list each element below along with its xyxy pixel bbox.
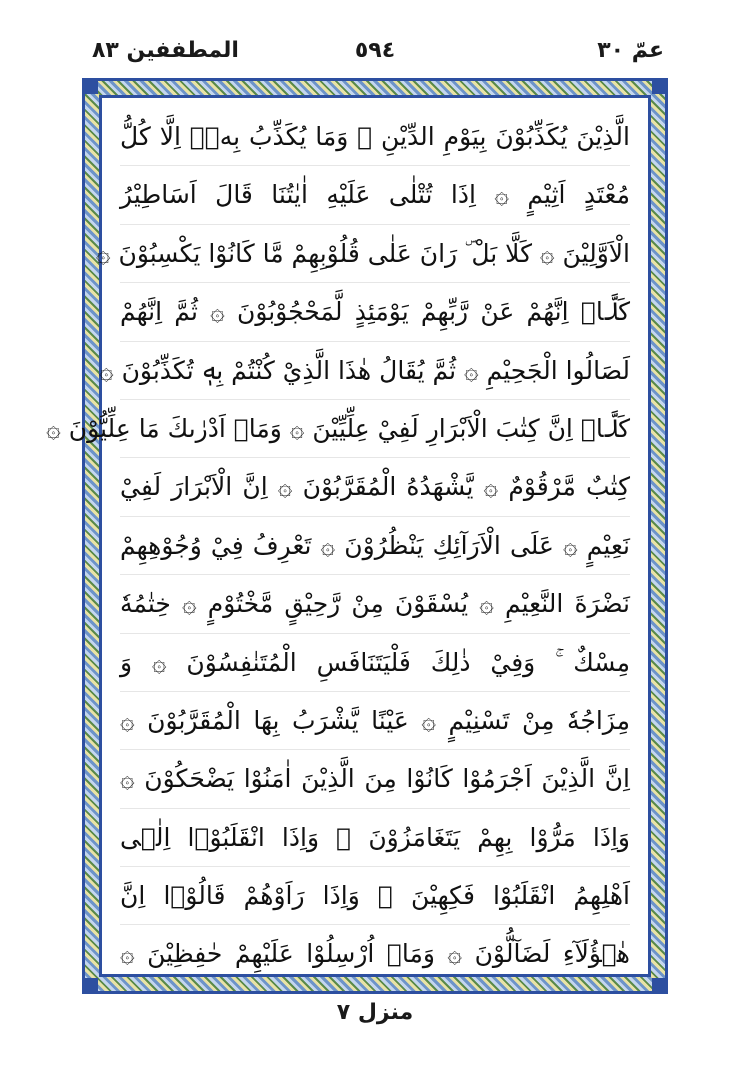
text-panel (46, 95, 651, 977)
text-line: نَضْرَةَ النَّعِيْمِ ۞ يُسْقَوْنَ مِنْ رَّحِيْقٍ مَّخْتُوْمٍ ۞ خِتٰمُهٗ (120, 575, 630, 633)
text-line: وَاِذَا مَرُّوْا بِهِمْ يَتَغَامَزُوْنَ ۞ وَاِذَا انْقَلَبُوْۤا اِلٰۤى (120, 809, 630, 867)
manzil-footer: منزل ۷ (336, 1000, 414, 1025)
text-line: كِتٰبٌ مَّرْقُوْمٌ ۞ يَّشْهَدُهُ الْمُقَرَّبُوْنَ ۞ اِنَّ الْاَبْرَارَ لَفِيْ (120, 458, 630, 516)
text-line: مِزَاجُهٗ مِنْ تَسْنِيْمٍ ۞ عَيْنًا يَّشْرَبُ بِهَا الْمُقَرَّبُوْنَ ۞ (120, 692, 630, 750)
juz-name: عمّ ٣٠ (597, 38, 664, 63)
text-line: الْاَوَّلِيْنَ ۞ كَلَّا بَلْ ۜ رَانَ عَلٰى قُلُوْبِهِمْ مَّا كَانُوْا يَكْسِبُوْنَ ۞ (120, 225, 630, 283)
ornamental-border (46, 78, 668, 994)
page-number: ٥٩٤ (354, 38, 396, 63)
text-line: نَعِيْمٍ ۞ عَلَى الْاَرَآئِكِ يَنْظُرُوْنَ ۞ تَعْرِفُ فِيْ وُجُوْهِهِمْ (120, 517, 630, 575)
text-line: مُعْتَدٍ اَثِيْمٍ ۞ اِذَا تُتْلٰى عَلَيْهِ اٰيٰتُنَا قَالَ اَسَاطِيْرُ (120, 166, 630, 224)
text-line: اَهْلِهِمُ انْقَلَبُوْا فَكِهِيْنَ ۞ وَاِذَا رَاَوْهُمْ قَالُوْۤا اِنَّ (120, 867, 630, 925)
page-header (0, 0, 750, 74)
corner-ornament (84, 80, 98, 94)
corner-ornament (84, 978, 98, 992)
corner-ornament (652, 80, 666, 94)
text-line: اِنَّ الَّذِيْنَ اَجْرَمُوْا كَانُوْا مِنَ الَّذِيْنَ اٰمَنُوْا يَضْحَكُوْنَ ۞ (120, 750, 630, 808)
quran-text (46, 98, 648, 974)
text-line: مِسْكٌ ۚ وَفِيْ ذٰلِكَ فَلْيَتَنَافَسِ الْمُتَنٰفِسُوْنَ ۞ وَ (120, 634, 630, 692)
text-line: كَلَّاۤ اِنَّهُمْ عَنْ رَّبِّهِمْ يَوْمَئِذٍ لَّمَحْجُوْبُوْنَ ۞ ثُمَّ اِنَّهُمْ (120, 283, 630, 341)
text-line: لَصَالُوا الْجَحِيْمِ ۞ ثُمَّ يُقَالُ هٰذَا الَّذِيْ كُنْتُمْ بِهٖ تُكَذِّبُوْنَ ۞ (120, 342, 630, 400)
text-line: هٰۤؤُلَآءِ لَضَآلُّوْنَ ۞ وَمَاۤ اُرْسِلُوْا عَلَيْهِمْ حٰفِظِيْنَ ۞ (120, 939, 630, 969)
text-line: الَّذِيْنَ يُكَذِّبُوْنَ بِيَوْمِ الدِّيْنِ ۞ وَمَا يُكَذِّبُ بِهٖۤ اِلَّا كُلُّ (120, 108, 630, 166)
corner-ornament (652, 978, 666, 992)
surah-name: المطففين ٨٣ (92, 38, 239, 63)
text-line: كَلَّاۤ اِنَّ كِتٰبَ الْاَبْرَارِ لَفِيْ عِلِّيِّيْنَ ۞ وَمَاۤ اَدْرٰىكَ مَا عِلِّيُّوْنَ ۞ (120, 400, 630, 458)
